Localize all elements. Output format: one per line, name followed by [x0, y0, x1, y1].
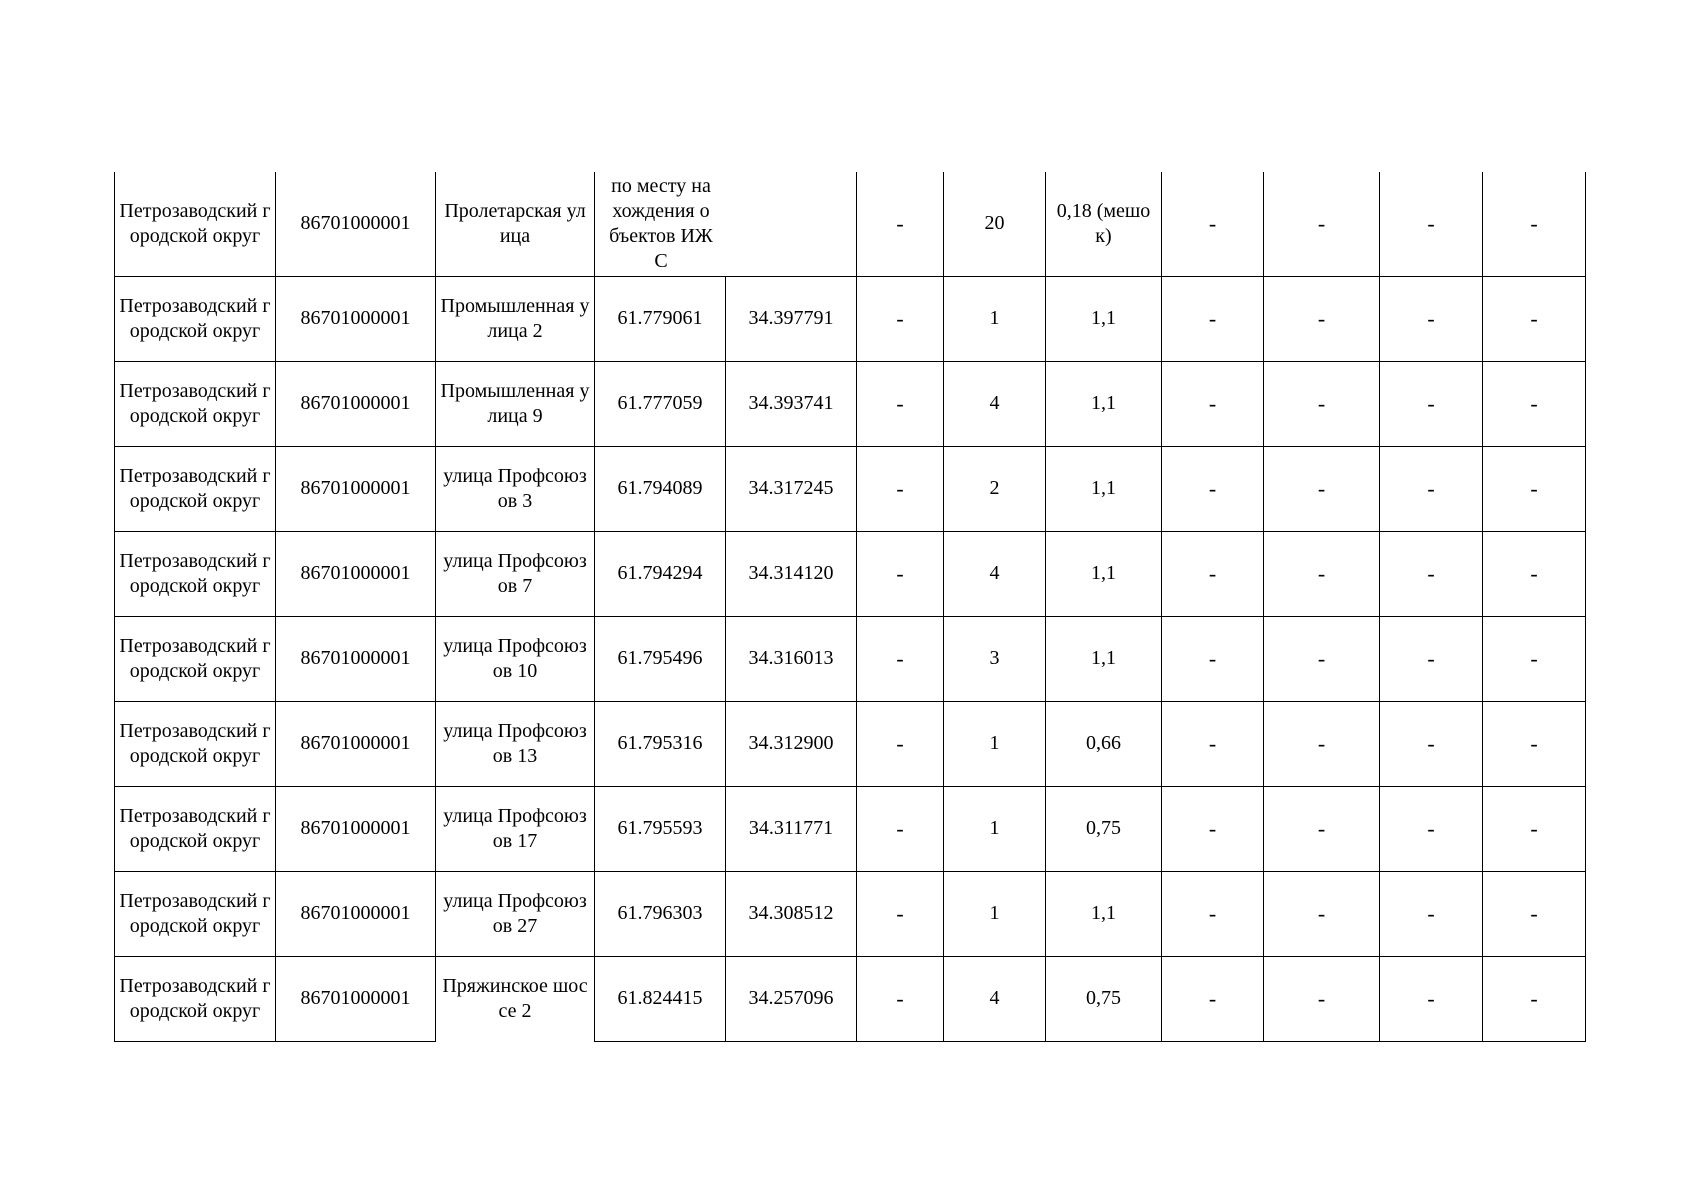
longitude-cell: 34.393741 — [726, 361, 857, 446]
address-cell: улица Профсоюзов 10 — [436, 616, 595, 701]
address-cell: улица Профсоюзов 7 — [436, 531, 595, 616]
address-cell: Пролетарская улица — [436, 172, 595, 276]
address-cell: улица Профсоюзов 17 — [436, 786, 595, 871]
table-row — [115, 616, 1586, 701]
oktmo-cell: 86701000001 — [276, 446, 436, 531]
longitude-cell: 34.311771 — [726, 786, 857, 871]
oktmo-cell: 86701000001 — [276, 701, 436, 786]
count-cell: 1 — [944, 786, 1046, 871]
col10-cell: - — [1264, 956, 1380, 1041]
oktmo-cell: 86701000001 — [276, 172, 436, 276]
col9-cell: - — [1162, 871, 1264, 956]
col6-cell: - — [857, 786, 944, 871]
oktmo-cell: 86701000001 — [276, 531, 436, 616]
district-cell: Петрозаводский городской округ — [115, 871, 276, 956]
district-cell: Петрозаводский городской округ — [115, 531, 276, 616]
latitude-cell: 61.777059 — [595, 361, 726, 446]
col12-cell: - — [1483, 276, 1586, 361]
district-cell: Петрозаводский городской округ — [115, 701, 276, 786]
col6-cell: - — [857, 616, 944, 701]
district-cell: Петрозаводский городской округ — [115, 616, 276, 701]
district-cell: Петрозаводский городской округ — [115, 956, 276, 1041]
col11-cell: - — [1380, 172, 1483, 276]
longitude-cell: 34.397791 — [726, 276, 857, 361]
table-row — [115, 786, 1586, 871]
col6-cell: - — [857, 276, 944, 361]
volume-cell: 0,66 — [1046, 701, 1162, 786]
col9-cell: - — [1162, 616, 1264, 701]
table-row — [115, 172, 1586, 276]
volume-cell: 1,1 — [1046, 531, 1162, 616]
col11-cell: - — [1380, 701, 1483, 786]
address-cell: улица Профсоюзов 13 — [436, 701, 595, 786]
location-note-cell — [595, 172, 857, 276]
oktmo-cell: 86701000001 — [276, 276, 436, 361]
col9-cell: - — [1162, 701, 1264, 786]
oktmo-cell: 86701000001 — [276, 616, 436, 701]
col9-cell: - — [1162, 276, 1264, 361]
district-cell: Петрозаводский городской округ — [115, 172, 276, 276]
latitude-cell: 61.824415 — [595, 956, 726, 1041]
col12-cell: - — [1483, 786, 1586, 871]
address-cell: улица Профсоюзов 3 — [436, 446, 595, 531]
col10-cell: - — [1264, 276, 1380, 361]
col10-cell: - — [1264, 701, 1380, 786]
volume-cell: 1,1 — [1046, 276, 1162, 361]
district-cell: Петрозаводский городской округ — [115, 276, 276, 361]
address-cell: Промышленная улица 2 — [436, 276, 595, 361]
count-cell: 3 — [944, 616, 1046, 701]
count-cell: 2 — [944, 446, 1046, 531]
district-cell: Петрозаводский городской округ — [115, 361, 276, 446]
table-row — [115, 276, 1586, 361]
volume-cell: 0,75 — [1046, 786, 1162, 871]
col12-cell: - — [1483, 172, 1586, 276]
col6-cell: - — [857, 956, 944, 1041]
col11-cell: - — [1380, 786, 1483, 871]
oktmo-cell: 86701000001 — [276, 956, 436, 1041]
col12-cell: - — [1483, 446, 1586, 531]
volume-cell: 0,18 (мешок) — [1046, 172, 1162, 276]
col11-cell: - — [1380, 616, 1483, 701]
count-cell: 4 — [944, 361, 1046, 446]
col10-cell: - — [1264, 786, 1380, 871]
location-note-text: по месту нахождения объектов ИЖС — [609, 174, 713, 272]
table-row — [115, 871, 1586, 956]
address-cell: Промышленная улица 9 — [436, 361, 595, 446]
col10-cell: - — [1264, 871, 1380, 956]
latitude-cell: 61.779061 — [595, 276, 726, 361]
container-sites-table — [114, 172, 1586, 1042]
col11-cell: - — [1380, 276, 1483, 361]
col11-cell: - — [1380, 956, 1483, 1041]
col12-cell: - — [1483, 871, 1586, 956]
col11-cell: - — [1380, 361, 1483, 446]
table-row — [115, 446, 1586, 531]
col12-cell: - — [1483, 616, 1586, 701]
count-cell: 1 — [944, 871, 1046, 956]
col6-cell: - — [857, 361, 944, 446]
col6-cell: - — [857, 172, 944, 276]
latitude-cell: 61.794294 — [595, 531, 726, 616]
volume-cell: 1,1 — [1046, 446, 1162, 531]
col11-cell: - — [1380, 446, 1483, 531]
latitude-cell: 61.796303 — [595, 871, 726, 956]
col12-cell: - — [1483, 701, 1586, 786]
volume-cell: 1,1 — [1046, 616, 1162, 701]
longitude-cell: 34.312900 — [726, 701, 857, 786]
table-row — [115, 701, 1586, 786]
col9-cell: - — [1162, 786, 1264, 871]
longitude-cell: 34.317245 — [726, 446, 857, 531]
col10-cell: - — [1264, 531, 1380, 616]
longitude-cell: 34.257096 — [726, 956, 857, 1041]
col9-cell: - — [1162, 956, 1264, 1041]
address-cell: Пряжинское шоссе 2 — [436, 956, 595, 1041]
col6-cell: - — [857, 701, 944, 786]
longitude-cell: 34.314120 — [726, 531, 857, 616]
table-row — [115, 956, 1586, 1041]
col12-cell: - — [1483, 361, 1586, 446]
col11-cell: - — [1380, 531, 1483, 616]
count-cell: 4 — [944, 531, 1046, 616]
col9-cell: - — [1162, 446, 1264, 531]
oktmo-cell: 86701000001 — [276, 871, 436, 956]
district-cell: Петрозаводский городской округ — [115, 446, 276, 531]
col12-cell: - — [1483, 956, 1586, 1041]
col12-cell: - — [1483, 531, 1586, 616]
longitude-cell: 34.316013 — [726, 616, 857, 701]
col6-cell: - — [857, 531, 944, 616]
count-cell: 1 — [944, 701, 1046, 786]
col9-cell: - — [1162, 531, 1264, 616]
col6-cell: - — [857, 446, 944, 531]
col6-cell: - — [857, 871, 944, 956]
count-cell: 4 — [944, 956, 1046, 1041]
count-cell: 1 — [944, 276, 1046, 361]
oktmo-cell: 86701000001 — [276, 786, 436, 871]
address-cell: улица Профсоюзов 27 — [436, 871, 595, 956]
volume-cell: 0,75 — [1046, 956, 1162, 1041]
latitude-cell: 61.795593 — [595, 786, 726, 871]
count-cell: 20 — [944, 172, 1046, 276]
oktmo-cell: 86701000001 — [276, 361, 436, 446]
table-row — [115, 531, 1586, 616]
district-cell: Петрозаводский городской округ — [115, 786, 276, 871]
latitude-cell: 61.794089 — [595, 446, 726, 531]
col10-cell: - — [1264, 616, 1380, 701]
col10-cell: - — [1264, 446, 1380, 531]
volume-cell: 1,1 — [1046, 871, 1162, 956]
col10-cell: - — [1264, 361, 1380, 446]
latitude-cell: 61.795316 — [595, 701, 726, 786]
volume-cell: 1,1 — [1046, 361, 1162, 446]
col10-cell: - — [1264, 172, 1380, 276]
col11-cell: - — [1380, 871, 1483, 956]
col9-cell: - — [1162, 361, 1264, 446]
col9-cell: - — [1162, 172, 1264, 276]
table-body — [115, 172, 1586, 1041]
latitude-cell: 61.795496 — [595, 616, 726, 701]
table-row — [115, 361, 1586, 446]
longitude-cell: 34.308512 — [726, 871, 857, 956]
